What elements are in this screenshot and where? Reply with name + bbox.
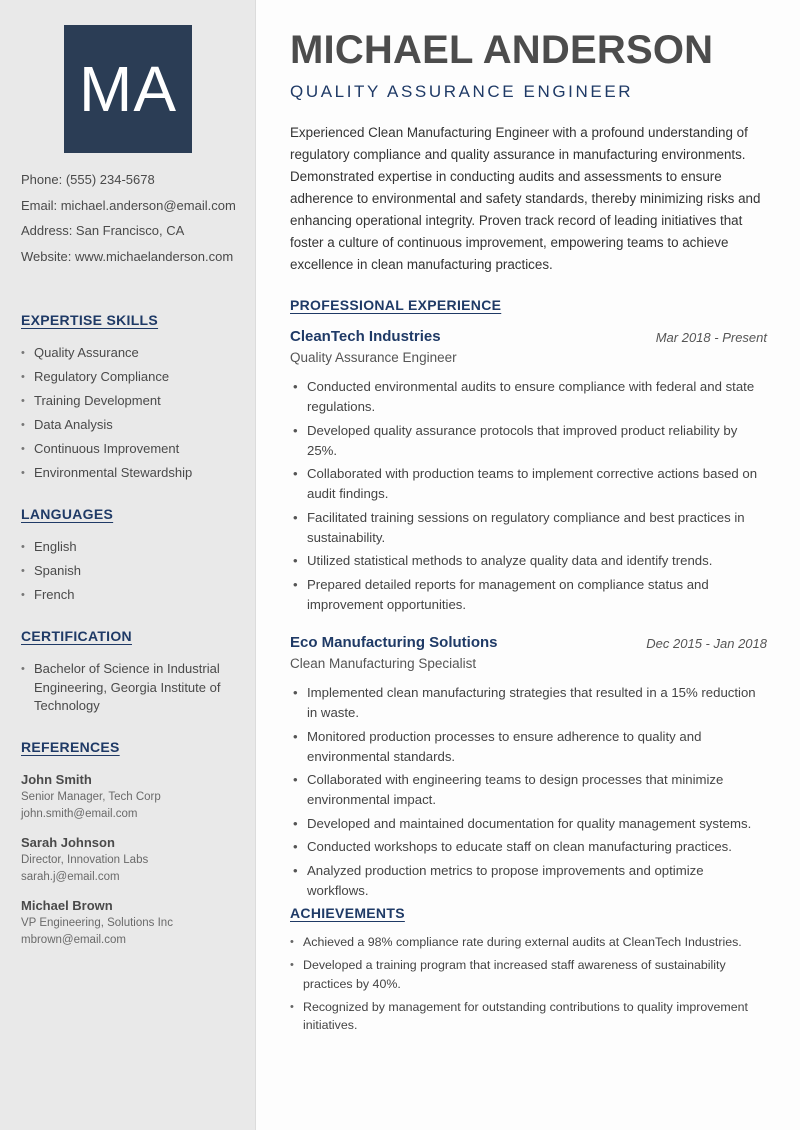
job-bullet: • Analyzed production metrics to propose improvements and optimize workflows. — [290, 861, 768, 901]
job-company: CleanTech Industries — [290, 328, 441, 345]
skill-item: • Data Analysis — [21, 416, 241, 435]
contact-info — [21, 170, 251, 272]
reference-email: john.smith@email.com — [21, 808, 138, 820]
achievement-item: • Developed a training program that increased staff awareness of sustainability practices by 40%. — [290, 956, 768, 993]
skill-item: • Training Development — [21, 392, 241, 411]
job-dates: Dec 2015 - Jan 2018 — [646, 636, 767, 651]
certification-heading: CERTIFICATION — [21, 628, 132, 644]
job-bullet: • Conducted environmental audits to ensure compliance with federal and state regulations. — [290, 377, 768, 417]
skills-list — [21, 344, 241, 488]
language-item: • Spanish — [21, 562, 241, 581]
job-bullet: • Utilized statistical methods to analyze quality data and identify trends. — [290, 551, 768, 571]
reference-entry — [21, 771, 251, 823]
candidate-name: MICHAEL ANDERSON — [290, 28, 714, 72]
job-bullet: • Developed and maintained documentation for quality management systems. — [290, 814, 768, 834]
profile-summary: Experienced Clean Manufacturing Engineer with a profound understanding of regulatory compliance and quality assurance in manufacturing environments. Demonstrated expertise in conducting audits and assessments to ensure adherence to environmental and safety standards, thereby minimizing risks and enhancing operational integrity. Proven track record of leading initiatives that foster a culture of continuous improvement, empowering teams to achieve excellence in clean manufacturing practices. — [290, 125, 761, 272]
reference-name: John Smith — [21, 772, 92, 787]
skills-heading: EXPERTISE SKILLS — [21, 312, 159, 328]
job-bullet: • Monitored production processes to ensure adherence to quality and environmental standards. — [290, 727, 768, 767]
language-item: • English — [21, 538, 241, 557]
skill-item: • Quality Assurance — [21, 344, 241, 363]
achievement-item: • Achieved a 98% compliance rate during external audits at CleanTech Industries. — [290, 933, 768, 952]
job-bullets — [290, 377, 768, 619]
monogram-avatar: MA — [64, 25, 192, 153]
reference-name: Michael Brown — [21, 898, 113, 913]
experience-heading: PROFESSIONAL EXPERIENCE — [290, 297, 502, 313]
contact-email: Email: michael.anderson@email.com — [21, 197, 236, 213]
certification-list — [21, 660, 241, 721]
certification-item: • Bachelor of Science in Industrial Engineering, Georgia Institute of Technology — [21, 660, 241, 716]
reference-position: VP Engineering, Solutions Inc — [21, 917, 173, 929]
reference-entry — [21, 834, 251, 886]
job-title: QUALITY ASSURANCE ENGINEER — [290, 82, 634, 101]
reference-email: sarah.j@email.com — [21, 871, 120, 883]
reference-email: mbrown@email.com — [21, 934, 126, 946]
reference-entry — [21, 897, 251, 949]
reference-name: Sarah Johnson — [21, 835, 115, 850]
job-role: Quality Assurance Engineer — [290, 350, 457, 365]
job-bullet: • Collaborated with production teams to implement corrective actions based on audit findings. — [290, 464, 768, 504]
achievement-item: • Recognized by management for outstanding contributions to quality improvement initiatives. — [290, 998, 768, 1035]
job-bullet: • Developed quality assurance protocols that improved product reliability by 25%. — [290, 421, 768, 461]
sidebar — [0, 0, 256, 1130]
job-bullet: • Prepared detailed reports for management on compliance status and improvement opportunities. — [290, 575, 768, 615]
skill-item: • Continuous Improvement — [21, 440, 241, 459]
references-heading: REFERENCES — [21, 739, 120, 755]
contact-phone: Phone: (555) 234-5678 — [21, 172, 155, 187]
languages-heading: LANGUAGES — [21, 506, 114, 522]
reference-position: Senior Manager, Tech Corp — [21, 791, 161, 803]
job-bullet: • Conducted workshops to educate staff on clean manufacturing practices. — [290, 837, 768, 857]
achievements-heading: ACHIEVEMENTS — [290, 905, 405, 921]
job-bullet: • Facilitated training sessions on regulatory compliance and best practices in sustainability. — [290, 508, 768, 548]
job-company: Eco Manufacturing Solutions — [290, 634, 498, 651]
achievements-list — [290, 933, 768, 1039]
skill-item: • Environmental Stewardship — [21, 464, 241, 483]
language-item: • French — [21, 586, 241, 605]
job-bullet: • Implemented clean manufacturing strategies that resulted in a 15% reduction in waste. — [290, 683, 768, 723]
contact-address: Address: San Francisco, CA — [21, 223, 185, 238]
reference-position: Director, Innovation Labs — [21, 854, 149, 866]
job-dates: Mar 2018 - Present — [655, 330, 767, 345]
job-bullets — [290, 683, 768, 905]
job-role: Clean Manufacturing Specialist — [290, 656, 477, 671]
job-bullet: • Collaborated with engineering teams to design processes that minimize environmental impact. — [290, 770, 768, 810]
contact-website: Website: www.michaelanderson.com — [21, 248, 234, 264]
skill-item: • Regulatory Compliance — [21, 368, 241, 387]
languages-list — [21, 538, 241, 610]
